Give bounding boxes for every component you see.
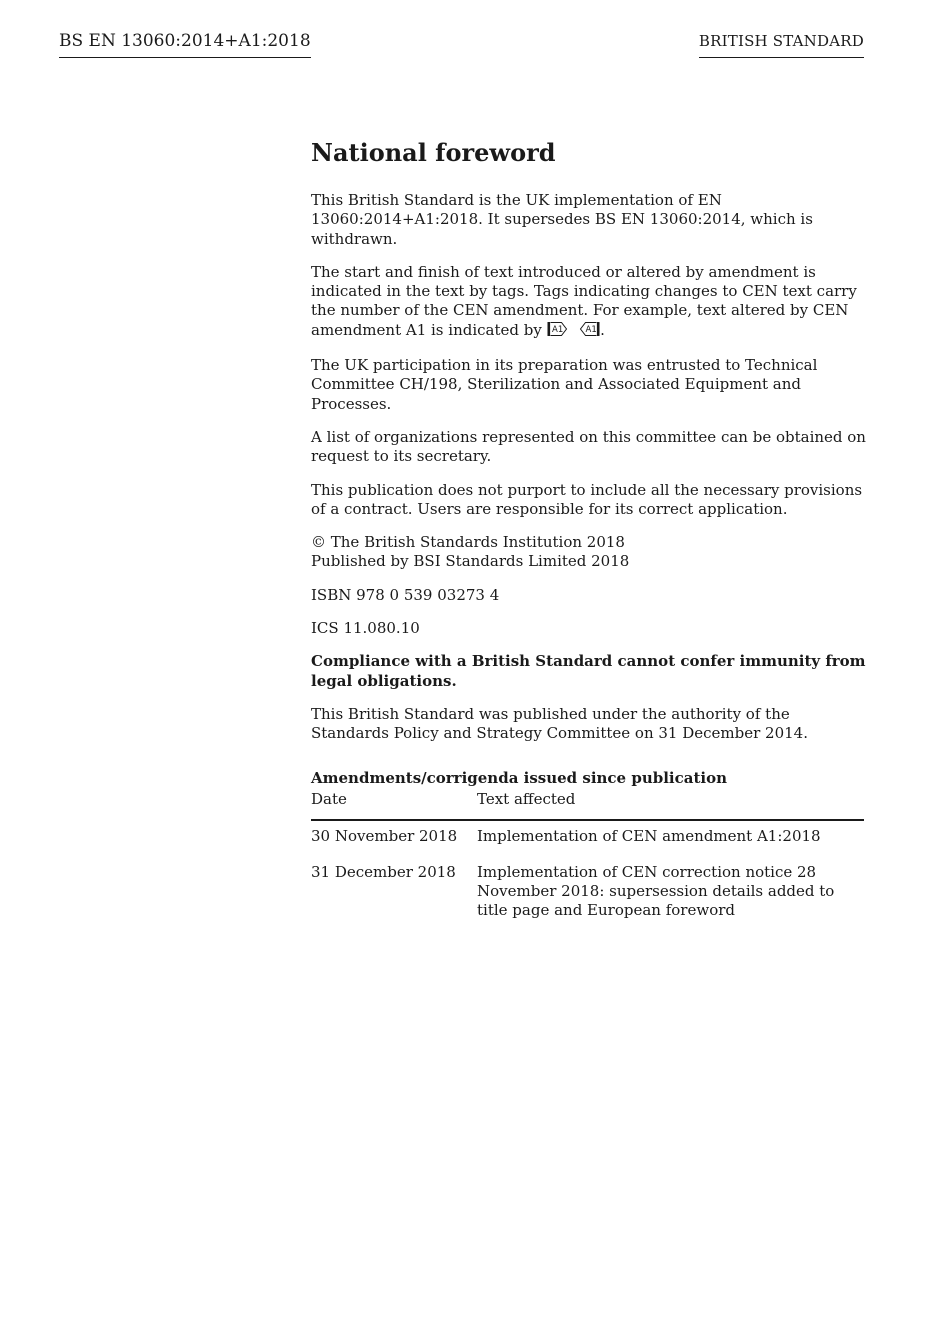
copyright-block <box>311 533 866 572</box>
amendment-end-tag-label: A1 <box>585 324 597 335</box>
amendment-start-tag-icon <box>547 321 569 342</box>
amendments-table <box>311 789 864 921</box>
page-title: National foreword <box>311 138 556 167</box>
table-header-row <box>311 789 864 820</box>
national-foreword-section <box>311 138 866 921</box>
ics-line: ICS 11.080.10 <box>311 619 420 638</box>
amendment-text-cell: Implementation of CEN correction notice 28 November 2018: supersession details added to title page and European foreword <box>477 862 835 920</box>
compliance-notice: Compliance with a British Standard cannot confer immunity from legal obligations. <box>311 652 866 690</box>
amendment-tags-paragraph: The start and finish of text introduced or altered by amendment is indicated in the text by tags. Tags indicating changes to CEN text carry the number of the CEN amendment. For example, text altered by CEN amendment A1 is indicated by A1 A1 . <box>311 263 866 342</box>
amendment-text-cell: Implementation of CEN amendment A1:2018 <box>477 826 821 845</box>
table-row <box>311 863 864 921</box>
document-identifier: BS EN 13060:2014+A1:2018 <box>59 31 311 58</box>
amendments-heading: Amendments/corrigenda issued since publication <box>311 768 727 787</box>
committee-paragraph: The UK participation in its preparation was entrusted to Technical Committee CH/198, Sterilization and Associated Equipment and Processes. <box>311 356 818 413</box>
contract-disclaimer-paragraph: This publication does not purport to include all the necessary provisions of a contract. Users are responsible for its correct application. <box>311 480 863 518</box>
amendment-start-tag-label: A1 <box>551 324 563 335</box>
authority-paragraph: This British Standard was published under the authority of the Standards Policy and Strategy Committee on 31 December 2014. <box>311 704 808 743</box>
amendment-date-cell: 31 December 2018 <box>311 862 456 881</box>
document-type-label: BRITISH STANDARD <box>699 31 864 58</box>
copyright-line: © The British Standards Institution 2018 <box>311 533 625 552</box>
text-affected-column-header: Text affected <box>477 789 864 820</box>
amendment-date-cell: 30 November 2018 <box>311 826 458 845</box>
amendment-end-tag-icon <box>578 321 600 342</box>
organizations-paragraph: A list of organizations represented on this committee can be obtained on request to its secretary. <box>311 427 866 466</box>
publisher-line: Published by BSI Standards Limited 2018 <box>311 552 630 571</box>
date-column-header: Date <box>311 789 477 820</box>
isbn-line: ISBN 978 0 539 03273 4 <box>311 585 500 604</box>
implementation-paragraph: This British Standard is the UK implementation of EN 13060:2014+A1:2018. It supersedes BS EN 13060:2014, which is withdrawn. <box>311 191 813 248</box>
table-row <box>311 820 864 863</box>
amendment-tags-text: The start and finish of text introduced or altered by amendment is indicated in the text by tags. Tags indicating changes to CEN text carry the number of the CEN amendment. For example, text altered by CEN amendment A1 is indicated by <box>311 262 857 339</box>
